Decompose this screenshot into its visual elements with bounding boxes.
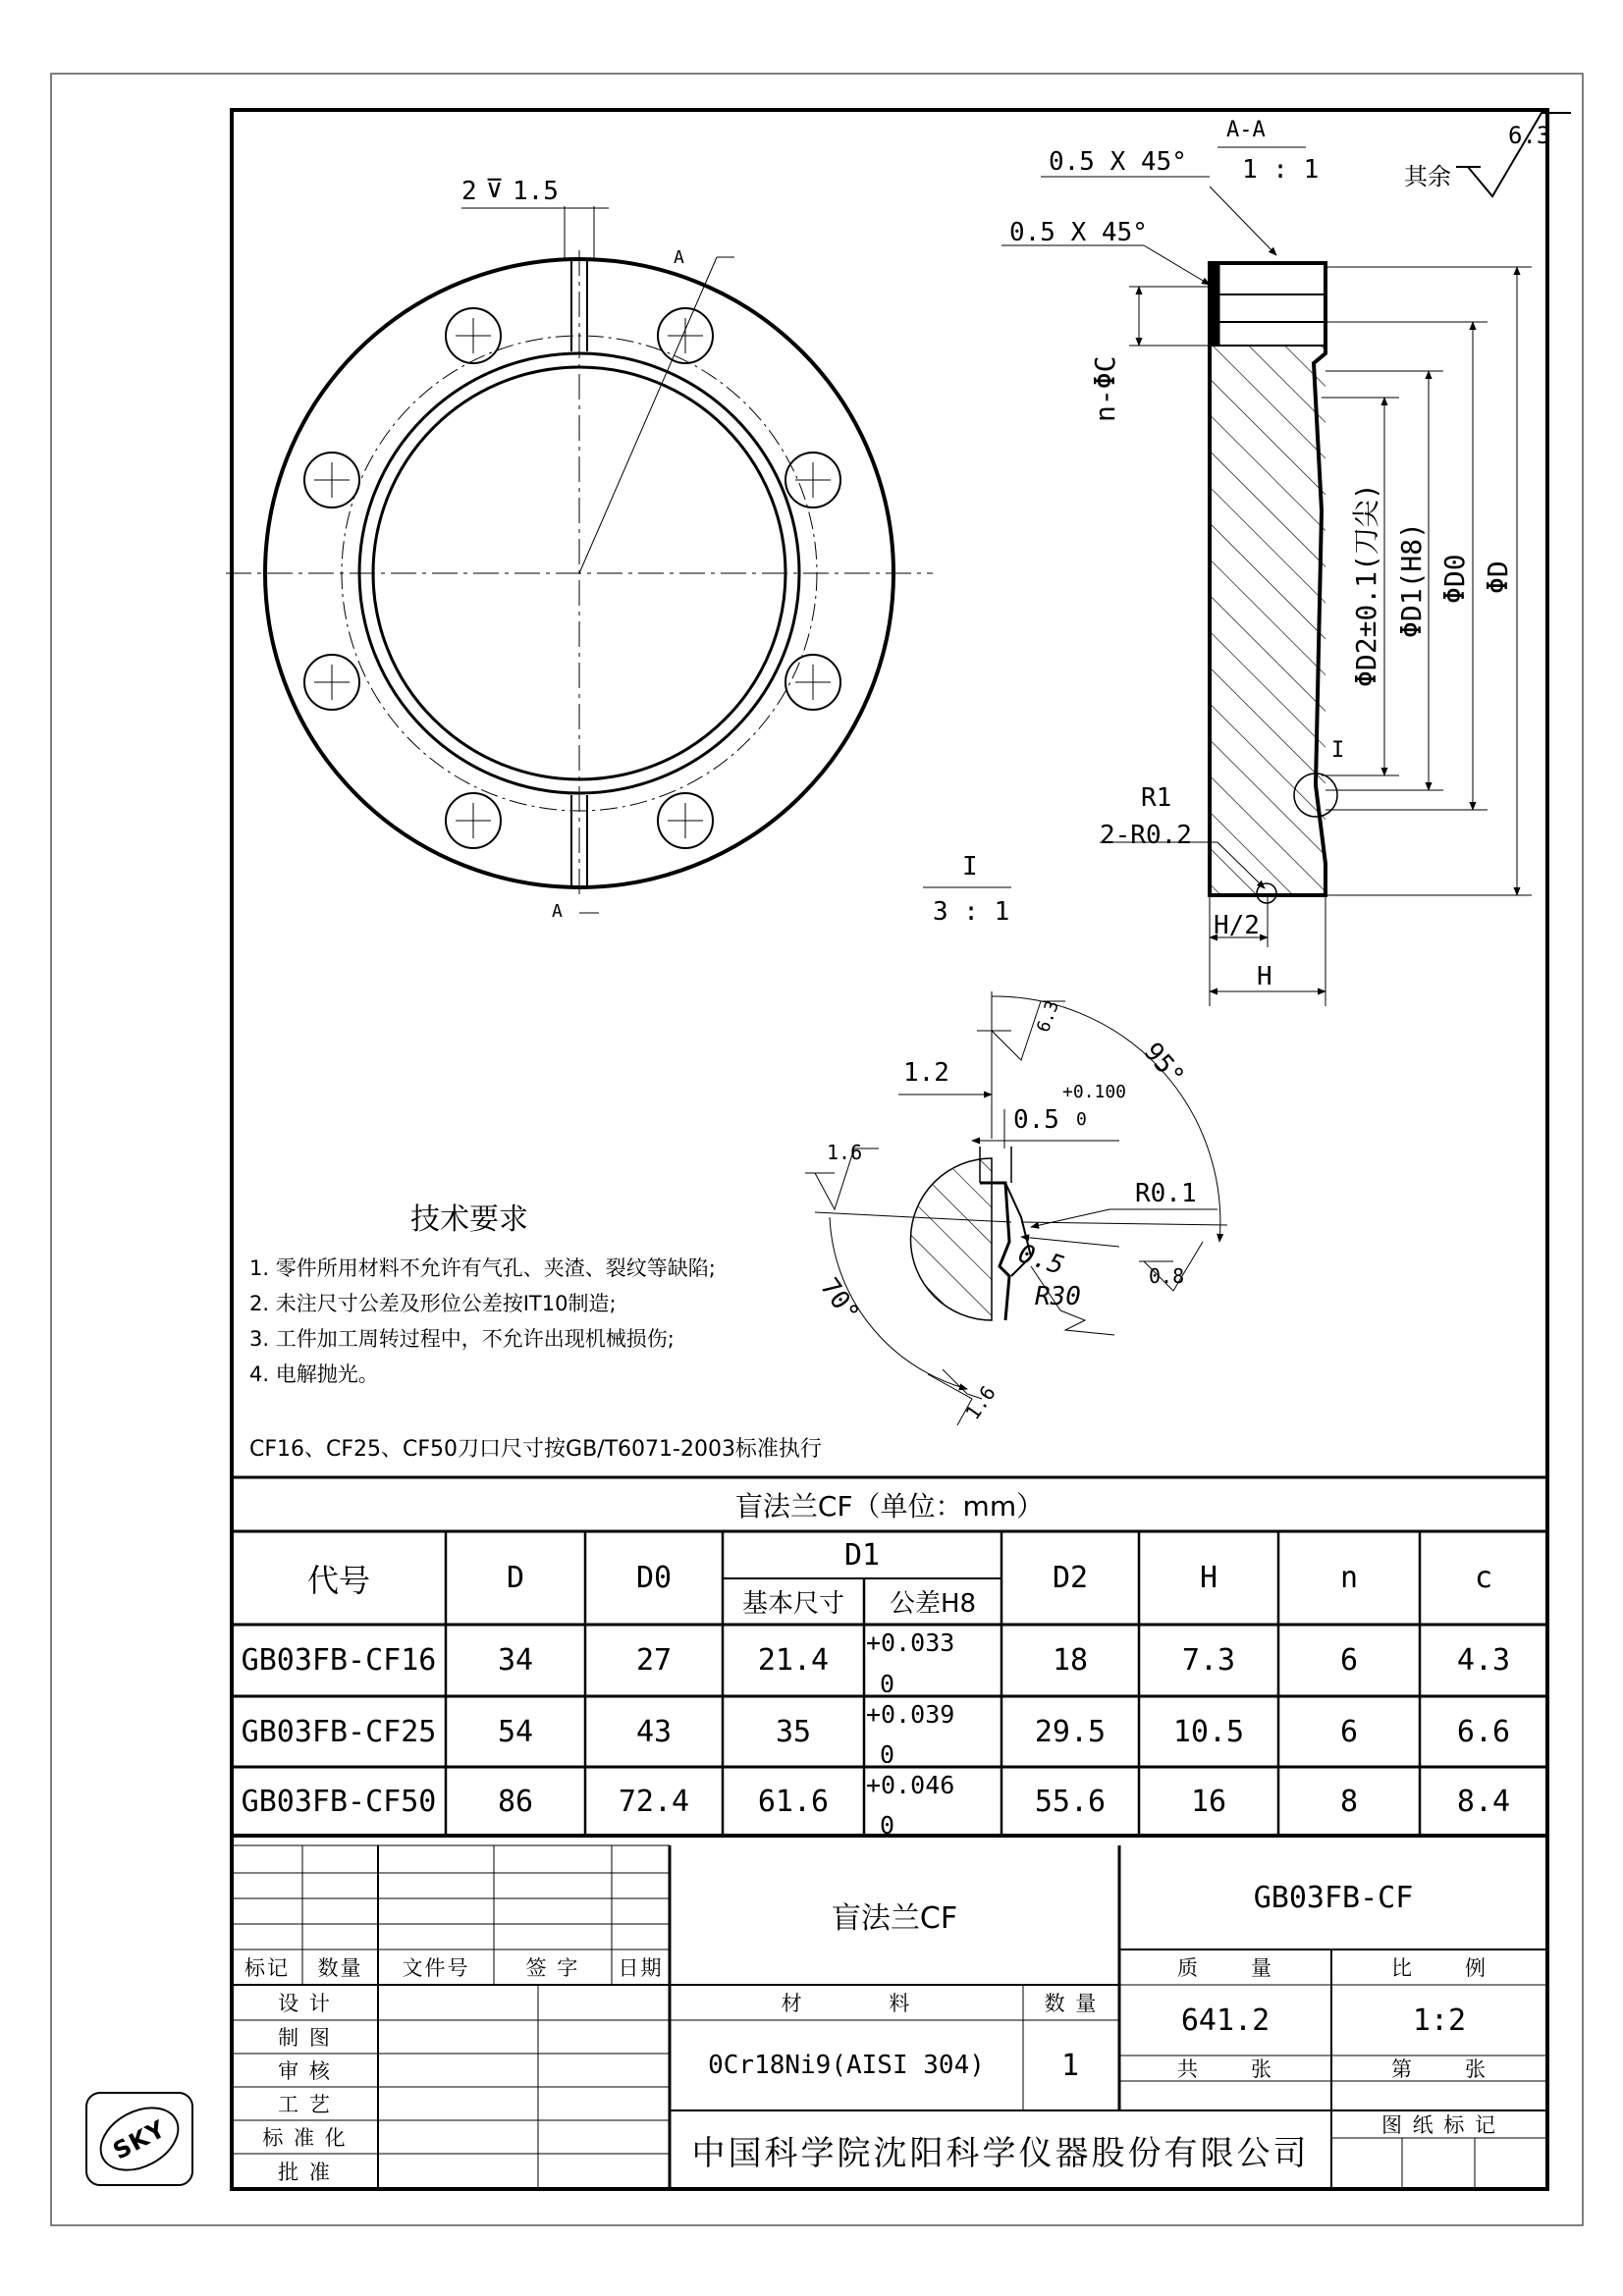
- table-row-cf50-tol-up: +0.046: [866, 1772, 955, 1799]
- table-row-cf25-n: 6: [1339, 1714, 1359, 1749]
- sheets-total-label: 共 张: [1176, 2057, 1274, 2081]
- table-row-cf50-tol-low: 0: [880, 1812, 895, 1834]
- table-row-cf16-code: GB03FB-CF16: [241, 1643, 437, 1678]
- holes-label: n-ΦC: [1089, 355, 1121, 422]
- table-title: 盲法兰CF（单位：mm）: [734, 1489, 1045, 1522]
- part-name: 盲法兰CF: [831, 1901, 958, 1936]
- table-row-cf50-d2: 55.6: [1034, 1784, 1107, 1819]
- table-row-cf50-d: 86: [497, 1784, 534, 1819]
- table-row-cf16-d0: 27: [635, 1643, 673, 1678]
- note-3: 3. 工件加工周转过程中，不允许出现机械损伤;: [249, 1327, 675, 1351]
- company-name: 中国科学院沈阳科学仪器股份有限公司: [691, 2133, 1310, 2173]
- angle-70: 70°: [814, 1272, 865, 1328]
- chamfer-inner-label: 0.5 X 45°: [1009, 218, 1148, 247]
- dim-1-2: 1.2: [903, 1058, 949, 1088]
- table-row-cf16-h: 7.3: [1181, 1643, 1236, 1678]
- table-row-cf16-d1: 21.4: [757, 1643, 830, 1678]
- mass-value: 641.2: [1180, 2002, 1271, 2038]
- header-d1-tol: 公差H8: [889, 1589, 977, 1619]
- groove-dim: [461, 206, 609, 260]
- table-row-cf50-n: 8: [1339, 1784, 1359, 1819]
- scale-value: 1:2: [1412, 2002, 1467, 2038]
- r1-label: R1: [1141, 783, 1172, 813]
- detail-label: I: [962, 852, 978, 881]
- half-h-label: H/2: [1214, 911, 1260, 940]
- detail-view: [911, 1147, 1032, 1320]
- table-row-cf50-code: GB03FB-CF50: [241, 1784, 437, 1819]
- table-row-cf25-d2: 29.5: [1034, 1714, 1107, 1749]
- table-row-cf25-c: 6.6: [1456, 1714, 1511, 1749]
- note-2: 2. 未注尺寸公差及形位公差按IT10制造;: [249, 1292, 617, 1315]
- roughness-general-label: 其余: [1404, 163, 1451, 190]
- cut-mark-bottom: A: [552, 901, 563, 922]
- rev-header-date: 日期: [618, 1956, 664, 1980]
- r30-label: R30: [1035, 1282, 1081, 1311]
- table-row-cf50-d1: 61.6: [757, 1784, 830, 1819]
- standard-note: CF16、CF25、CF50刀口尺寸按GB/T6071-2003标准执行: [249, 1437, 822, 1462]
- rev-header-sign: 签 字: [525, 1956, 580, 1980]
- table-row-cf16-tol-low: 0: [880, 1671, 895, 1692]
- table-row-cf25-d1: 35: [775, 1714, 812, 1749]
- r02-label: 2-R0.2: [1100, 821, 1192, 850]
- header-d1-basic: 基本尺寸: [741, 1589, 844, 1619]
- d1-label: ΦD1(H8): [1395, 521, 1428, 638]
- section-view: [1210, 263, 1337, 903]
- r01-label: R0.1: [1135, 1179, 1197, 1208]
- detail-scale: 3 : 1: [933, 897, 1010, 927]
- table-row-cf25-tol-up: +0.039: [866, 1701, 955, 1729]
- drawing-number: GB03FB-CF: [1253, 1880, 1414, 1915]
- bolt-holes: [304, 308, 840, 848]
- chamfer-outer-label: 0.5 X 45°: [1049, 147, 1187, 177]
- qty-value: 1: [1060, 2048, 1082, 2083]
- table-row-cf25-d: 54: [497, 1714, 534, 1749]
- material-value: 0Cr18Ni9(AISI 304): [708, 2051, 985, 2080]
- note-1: 1. 零件所用材料不允许有气孔、夹渣、裂纹等缺陷;: [249, 1256, 716, 1280]
- table-row-cf25-tol-low: 0: [880, 1741, 895, 1763]
- role-standard: 标 准 化: [262, 2126, 348, 2150]
- sheet-no-label: 第 张: [1390, 2057, 1488, 2081]
- header-c: c: [1474, 1561, 1493, 1595]
- table-row-cf16-tol-up: +0.033: [866, 1629, 955, 1657]
- roughness-6-3: 6.3: [1033, 997, 1063, 1036]
- detail-ref-label: I: [1331, 738, 1345, 763]
- header-d1: D1: [843, 1537, 881, 1573]
- angle-95: 95°: [1137, 1037, 1190, 1092]
- header-d: D: [506, 1561, 525, 1595]
- table-row-cf25-code: GB03FB-CF25: [241, 1714, 437, 1749]
- role-approve: 批 准: [278, 2161, 332, 2184]
- rev-header-mark: 标记: [244, 1956, 290, 1980]
- table-row-cf50-h: 16: [1190, 1784, 1227, 1819]
- roughness-0-8: 0.8: [1149, 1264, 1185, 1288]
- header-code: 代号: [306, 1561, 370, 1599]
- roughness-general-value: 6.3: [1508, 122, 1551, 149]
- table-row-cf25-d0: 43: [635, 1714, 673, 1749]
- h-label: H: [1257, 962, 1272, 991]
- dim-0-5b: 0.5: [1014, 1239, 1068, 1282]
- tol-upper: +0.100: [1062, 1082, 1127, 1102]
- rev-header-doc: 文件号: [402, 1956, 470, 1980]
- table-row-cf50-c: 8.4: [1456, 1784, 1511, 1819]
- note-4: 4. 电解抛光。: [249, 1362, 379, 1386]
- roughness-1-6b: 1.6: [960, 1381, 1001, 1424]
- groove-depth-label: 1.5: [513, 177, 559, 206]
- cut-mark-top: A: [674, 247, 684, 268]
- front-view: [226, 247, 933, 913]
- header-n: n: [1339, 1561, 1359, 1595]
- role-check: 审 核: [278, 2059, 332, 2083]
- header-d2: D2: [1052, 1561, 1089, 1595]
- table-row-cf16-d2: 18: [1052, 1643, 1089, 1678]
- table-row-cf16-n: 6: [1339, 1643, 1359, 1678]
- d-label: ΦD: [1482, 561, 1514, 594]
- table-row-cf50-d0: 72.4: [618, 1784, 690, 1819]
- role-draw: 制 图: [278, 2026, 332, 2050]
- qty-label: 数 量: [1044, 1992, 1099, 2015]
- header-h: H: [1199, 1561, 1218, 1595]
- table-row-cf16-c: 4.3: [1456, 1643, 1511, 1678]
- role-process: 工 艺: [278, 2093, 332, 2116]
- groove-width-label: 2: [461, 177, 477, 206]
- notes-heading: 技术要求: [410, 1202, 528, 1237]
- d0-label: ΦD0: [1438, 554, 1471, 604]
- roughness-1-6a: 1.6: [827, 1141, 863, 1164]
- section-label: A-A: [1226, 118, 1266, 142]
- header-d0: D0: [635, 1561, 673, 1595]
- scale-label: 比 例: [1390, 1956, 1488, 1980]
- section-scale: 1 : 1: [1242, 155, 1320, 185]
- table-row-cf25-h: 10.5: [1172, 1714, 1245, 1749]
- marks-label: 图 纸 标 记: [1380, 2113, 1498, 2137]
- dim-0-5: 0.5: [1013, 1105, 1059, 1135]
- material-label: 材 料: [781, 1992, 912, 2015]
- rev-header-qty: 数量: [317, 1956, 363, 1980]
- table-row-cf16-d: 34: [497, 1643, 534, 1678]
- role-design: 设 计: [278, 1992, 332, 2015]
- tol-lower: 0: [1076, 1109, 1087, 1130]
- d2-label: ΦD2±0.1(刀尖): [1350, 483, 1382, 687]
- mass-label: 质 量: [1176, 1956, 1274, 1980]
- sky-logo-text: SKY: [108, 2114, 171, 2165]
- groove-depth-symbol: ⊽: [485, 175, 505, 204]
